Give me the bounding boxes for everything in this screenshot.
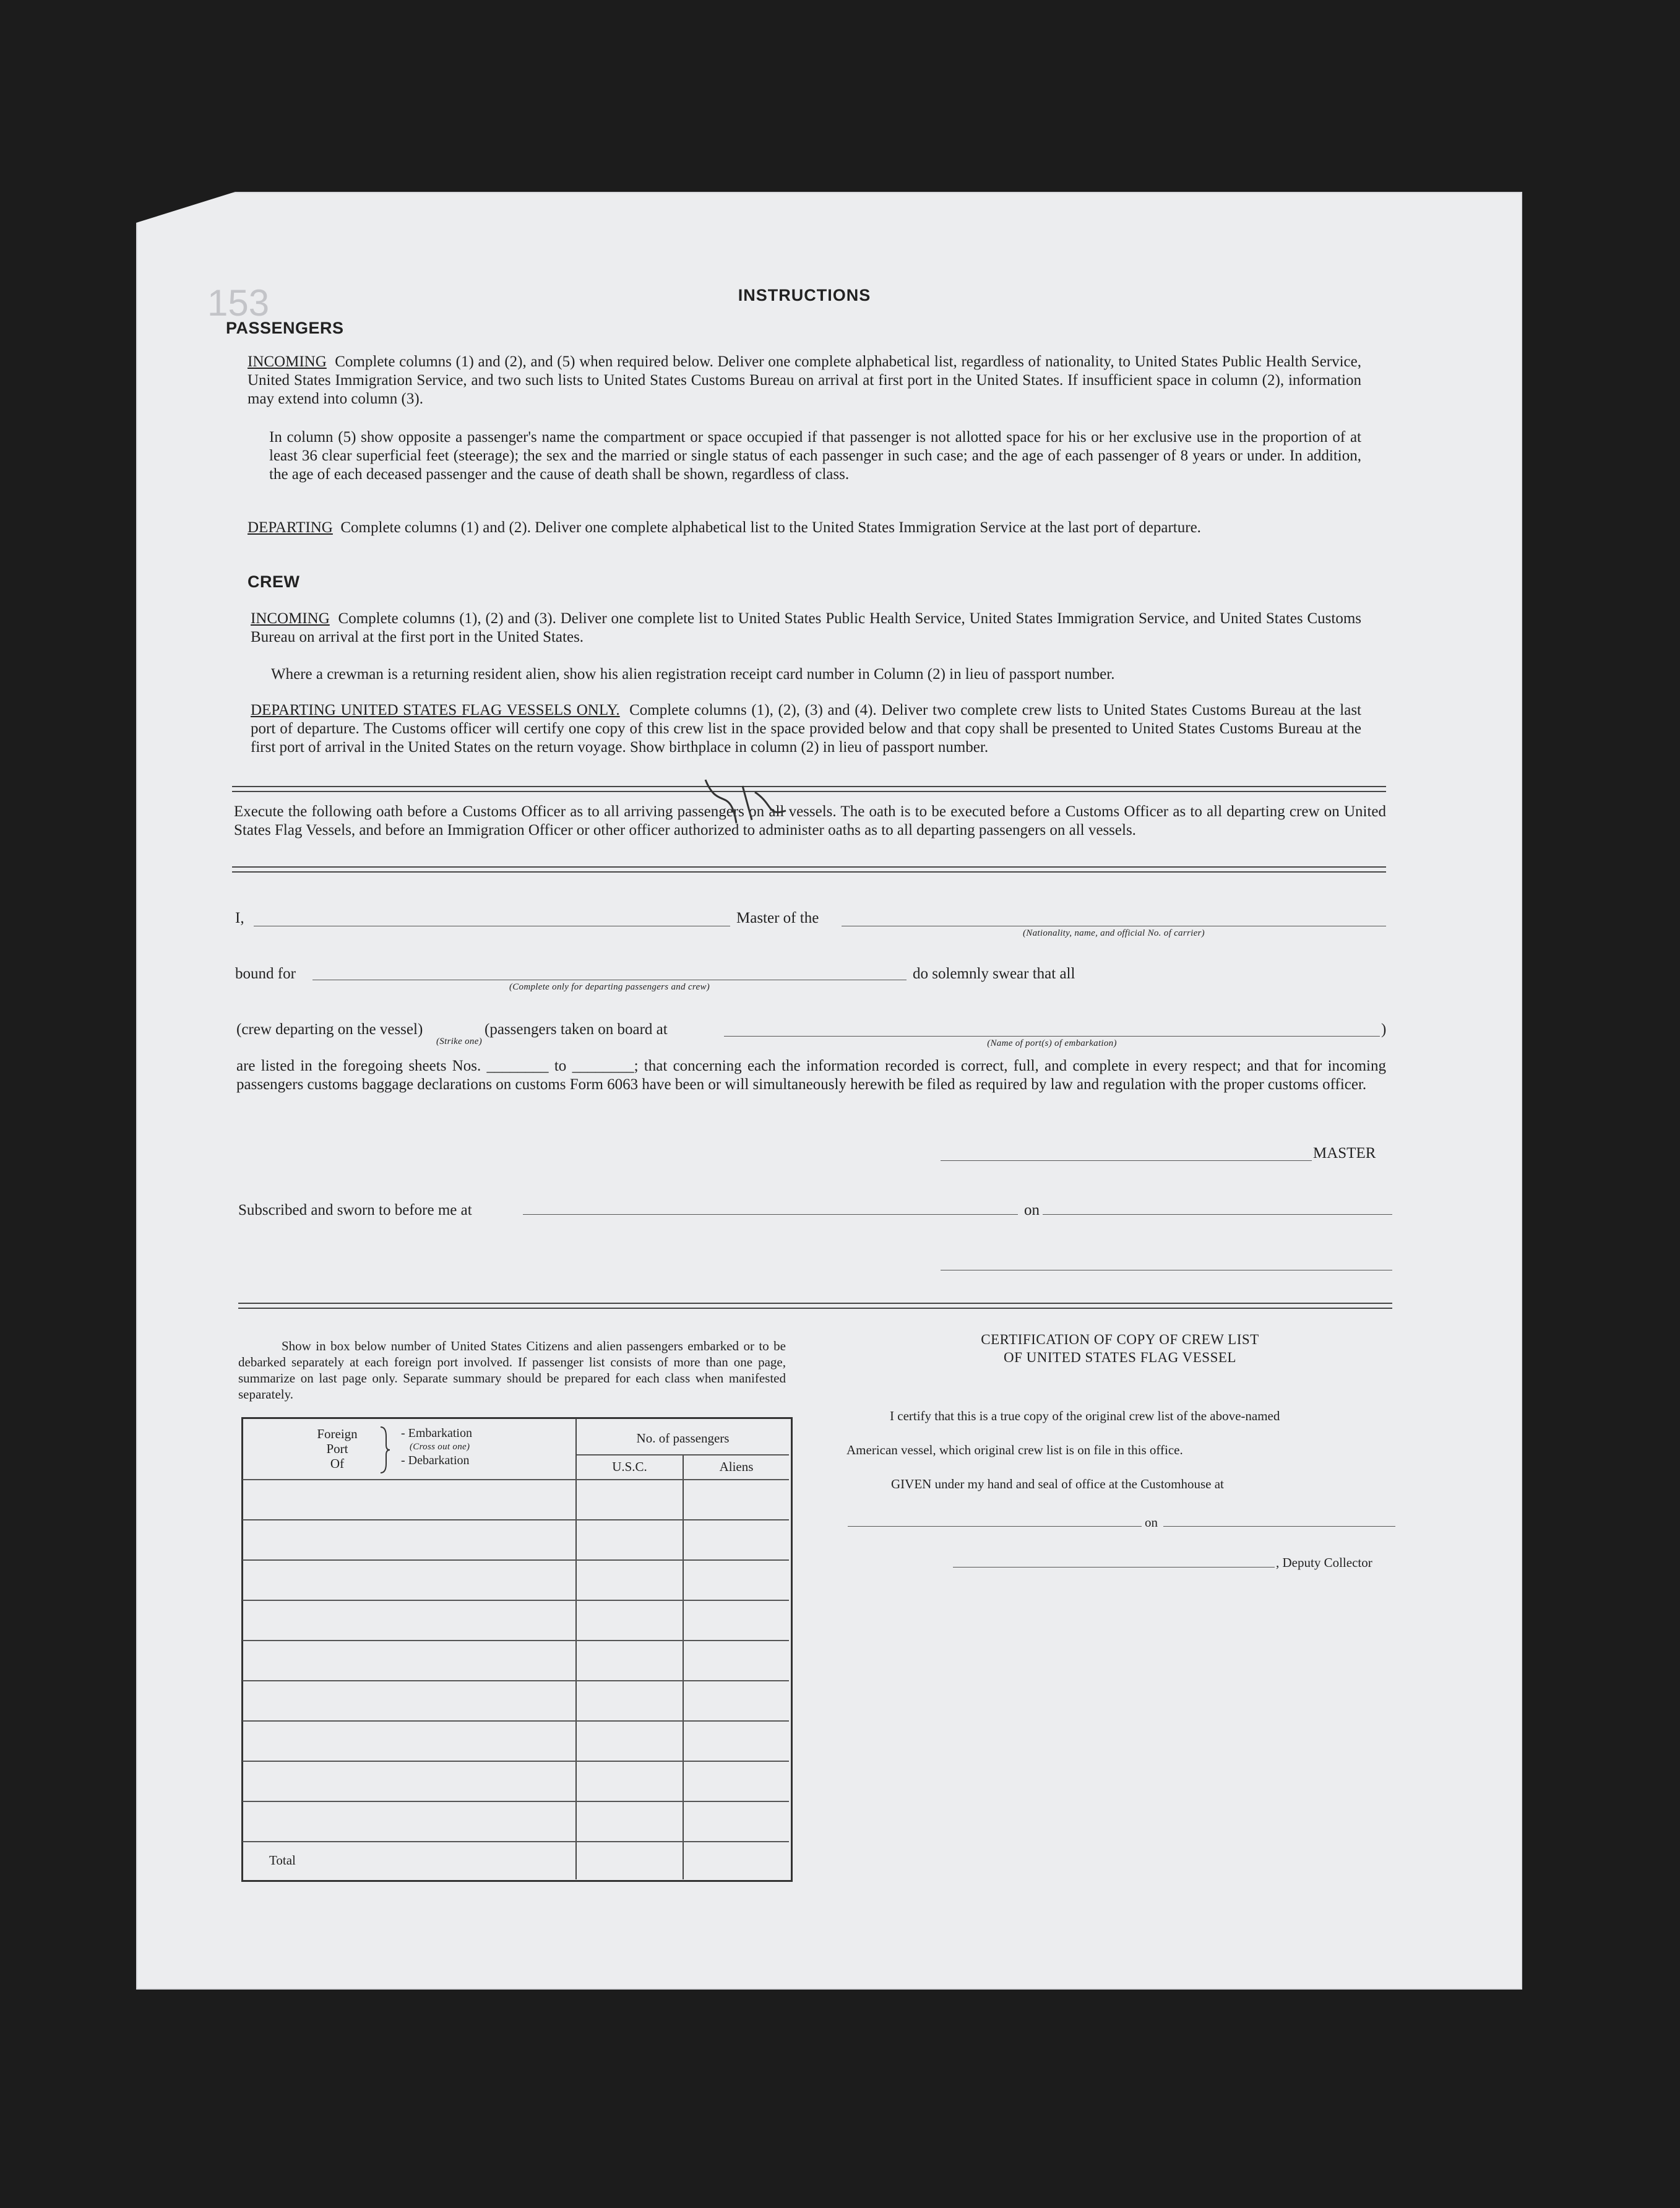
bound-for-label: bound for [235, 965, 296, 982]
cross-out-caption: (Cross out one) [410, 1442, 470, 1452]
passengers-incoming-paragraph [248, 353, 1361, 408]
departing-flag-paragraph [251, 701, 1361, 757]
table-row-line [243, 1479, 789, 1480]
brace-icon [379, 1425, 391, 1475]
handwritten-mark [693, 767, 804, 835]
torn-corner [136, 192, 235, 223]
listed-paragraph: are listed in the foregoing sheets Nos. ________ to ________; that concerning each the information recorded is correct, full, and complete in every respect; and that for incoming passengers customs baggage declarations on customs Form 6063 have been or will simultaneously herewith be filed as required by law and regulation with the proper customs officer. [236, 1058, 1386, 1093]
table-divider [575, 1418, 577, 1879]
bound-for-caption: (Complete only for departing passengers and crew) [509, 982, 710, 992]
strike-one-caption: (Strike one) [436, 1037, 482, 1046]
swear-label: do solemnly swear that all [913, 965, 1075, 982]
table-row-line [243, 1559, 789, 1561]
crew-heading: CREW [248, 572, 300, 591]
carrier-caption: (Nationality, name, and official No. of carrier) [1023, 928, 1205, 938]
section-divider [238, 1303, 1392, 1309]
port-label: Port [326, 1441, 348, 1456]
table-row-line [243, 1841, 789, 1842]
master-label: MASTER [1313, 1145, 1376, 1162]
aliens-header: Aliens [719, 1459, 754, 1474]
ports-caption: (Name of port(s) of embarkation) [987, 1038, 1117, 1048]
table-row-line [243, 1680, 789, 1681]
certification-title-line2: OF UNITED STATES FLAG VESSEL [1004, 1350, 1236, 1365]
crewman-paragraph: Where a crewman is a returning resident alien, show his alien registration receipt card number in Column (2) in lieu of passport number. [271, 666, 1115, 683]
crew-incoming-text: Complete columns (1), (2) and (3). Deliver one complete list to United States Public Health Service, United States Immigration Service, and United States Customs Bureau on arrival at the first port in the United States. [251, 610, 1362, 645]
incoming-label: INCOMING [248, 353, 327, 370]
table-row-line [243, 1801, 789, 1802]
certification-title-line1: CERTIFICATION OF COPY OF CREW LIST [981, 1332, 1259, 1347]
table-row-line [243, 1761, 789, 1762]
column5-paragraph: In column (5) show opposite a passenger's name the compartment or space occupied if that passenger is not allotted space for his or her exclusive use in the proportion of at least 36 clear superficial feet (steerage); the sex and the married or single status of each passenger in such case; and the age of each passenger of 8 years or under. In addition, the age of each deceased passenger and the cause of death shall be shown, regardless of class. [269, 429, 1361, 483]
on-label: on [1024, 1202, 1040, 1218]
oath-intro-paragraph: Execute the following oath before a Customs Officer as to all arriving passengers on all vessels. The oath is to be executed before a Customs Officer as to all departing crew on United States Flag Vessels, and before an Immigration Officer or other officer authorized to administer oaths as to all departing passengers on all vessels. [234, 803, 1386, 839]
embarkation-label[interactable]: - Embarkation [401, 1426, 472, 1440]
section-divider [232, 786, 1386, 792]
close-paren: ) [1381, 1021, 1387, 1038]
sworn-date-field[interactable] [1043, 1214, 1392, 1215]
passengers-heading: PASSENGERS [226, 319, 344, 337]
foreign-label: Foreign [317, 1426, 358, 1441]
certify-line1: I certify that this is a true copy of the original crew list of the above-named [890, 1408, 1280, 1423]
passengers-departing-paragraph [248, 519, 1361, 537]
foreign-port-of-header [306, 1426, 368, 1471]
subscribed-label: Subscribed and sworn to before me at [238, 1202, 472, 1218]
embarkation-options [401, 1426, 472, 1467]
given-line: GIVEN under my hand and seal of office at the Customhouse at [891, 1477, 1224, 1491]
customhouse-field[interactable] [848, 1526, 1142, 1527]
departing-flag-text: Complete columns (1), (2), (3) and (4). Deliver two complete crew lists to United States Customs Bureau at the last port of departure. The Customs officer will certify one copy of this crew list in the space provided below and that copy shall be presented to United States Customs Bureau at the first port of arrival in the United States on the return voyage. Show birthplace in column (2) in lieu of passport number. [251, 702, 1361, 756]
certify-line2: American vessel, which original crew list is on file in this office. [846, 1443, 1183, 1457]
crew-incoming-paragraph [251, 610, 1361, 647]
bleed-through-mark: 153 [207, 282, 270, 324]
of-label: Of [330, 1456, 345, 1471]
master-signature-line[interactable] [941, 1160, 1312, 1161]
certification-title [910, 1330, 1330, 1366]
embarkation-ports-field[interactable] [724, 1036, 1380, 1037]
crew-incoming-label: INCOMING [251, 610, 330, 627]
deputy-collector-label: , Deputy Collector [1276, 1555, 1372, 1570]
instructions-title: INSTRUCTIONS [738, 286, 871, 304]
table-divider [683, 1454, 684, 1879]
table-divider [577, 1454, 789, 1455]
deputy-signature-line[interactable] [953, 1567, 1275, 1568]
table-row-line [243, 1600, 789, 1601]
oath-i-label: I, [235, 910, 244, 926]
cert-on-label: on [1145, 1515, 1158, 1530]
incoming-text: Complete columns (1) and (2), and (5) when required below. Deliver one complete alphabetical list, regardless of nationality, to United States Public Health Service, United States Immigration Service, and two such lists to United States Customs Bureau on arrival at first port in the United States. If insufficient space in column (2), information may extend into column (3). [248, 353, 1362, 407]
debarkation-label[interactable]: - Debarkation [401, 1454, 470, 1467]
departing-label: DEPARTING [248, 519, 333, 536]
table-row-line [243, 1519, 789, 1520]
departing-flag-label: DEPARTING UNITED STATES FLAG VESSELS ONLY. [251, 702, 620, 718]
passengers-taken-option: (passengers taken on board at [485, 1021, 668, 1038]
no-of-passengers-header: No. of passengers [636, 1431, 730, 1446]
master-of-the-label: Master of the [736, 910, 819, 926]
sworn-at-field[interactable] [523, 1214, 1018, 1215]
summary-instructions: Show in box below number of United States Citizens and alien passengers embarked or to be debarked separately at each foreign port involved. If passenger list consists of more than one page, summarize on last page only. Separate summary should be prepared for each class when manifested separately. [238, 1339, 786, 1402]
table-row-line [243, 1640, 789, 1641]
crew-departing-option: (crew departing on the vessel) [236, 1021, 423, 1038]
passenger-summary-table [241, 1417, 793, 1882]
usc-header: U.S.C. [612, 1459, 647, 1474]
section-divider [232, 866, 1386, 873]
total-label: Total [269, 1853, 296, 1868]
cert-date-field[interactable] [1163, 1526, 1395, 1527]
departing-text: Complete columns (1) and (2). Deliver one complete alphabetical list to the United States Immigration Service at the last port of departure. [340, 519, 1201, 536]
table-row-line [243, 1720, 789, 1722]
